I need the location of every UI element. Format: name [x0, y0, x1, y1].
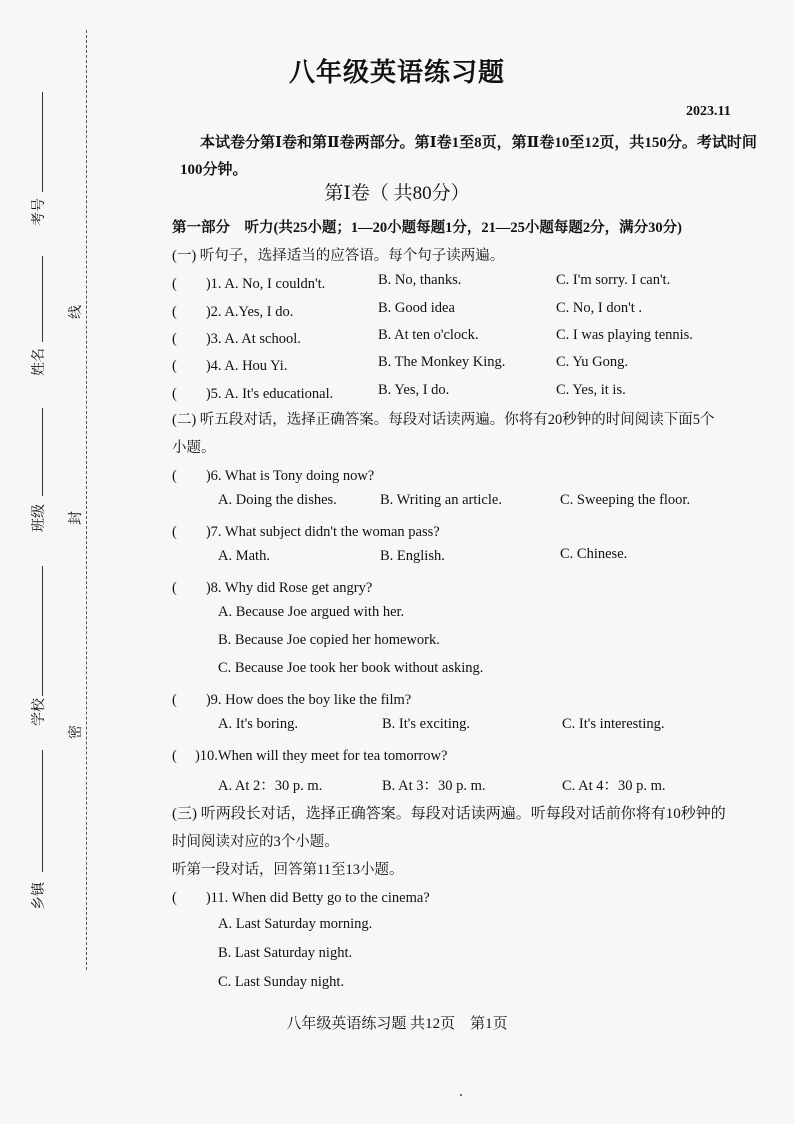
q8-option-c[interactable]: C. Because Joe took her book without asking.: [218, 660, 484, 676]
section1-instructions: (一) 听句子，选择适当的应答语。每个句子读两遍。: [172, 248, 505, 264]
q11-option-a[interactable]: A. Last Saturday morning.: [218, 916, 373, 932]
school-label: 学校: [32, 698, 47, 726]
name-field[interactable]: [42, 256, 43, 342]
exam-intro: 本试卷分第Ⅰ卷和第Ⅱ卷两部分。第Ⅰ卷1至8页，第Ⅱ卷10至12页，共150分。考试时间100分钟。: [180, 135, 757, 178]
class-label: 班级: [32, 504, 47, 532]
cut-mark-seal: 封: [69, 511, 84, 525]
q1-stem-option-a[interactable]: ( )1. A. No, I couldn't.: [172, 276, 326, 292]
q3-option-b[interactable]: B. At ten o'clock.: [378, 327, 479, 343]
q10-stem: ( )10.When will they meet for tea tomorrow?: [172, 748, 448, 764]
q3-option-c[interactable]: C. I was playing tennis.: [556, 327, 693, 343]
q5-option-c[interactable]: C. Yes, it is.: [556, 382, 626, 398]
q10-option-b[interactable]: B. At 3：30 p. m.: [382, 778, 486, 794]
township-label: 乡镇: [32, 882, 47, 910]
exam-number-field[interactable]: [42, 92, 43, 192]
volume-heading: 第Ⅰ卷（ 共80分）: [324, 183, 470, 204]
q10-option-c[interactable]: C. At 4：30 p. m.: [562, 778, 666, 794]
q8-stem: ( )8. Why did Rose get angry?: [172, 580, 373, 596]
q2-option-b[interactable]: B. Good idea: [378, 300, 455, 316]
q9-stem: ( )9. How does the boy like the film?: [172, 692, 412, 708]
q8-option-b[interactable]: B. Because Joe copied her homework.: [218, 632, 440, 648]
exam-date: 2023.11: [686, 104, 731, 119]
q9-option-b[interactable]: B. It's exciting.: [382, 716, 470, 732]
q1-option-b[interactable]: B. No, thanks.: [378, 272, 462, 288]
q9-option-a[interactable]: A. It's boring.: [218, 716, 298, 732]
section3-subheading: 听第一段对话，回答第11至13小题。: [172, 862, 404, 878]
q8-option-a[interactable]: A. Because Joe argued with her.: [218, 604, 405, 620]
section3-instructions: (三) 听两段长对话，选择正确答案。每段对话读两遍。听每段对话前你将有10秒钟的: [172, 806, 726, 822]
class-field[interactable]: [42, 408, 43, 496]
q3-stem-option-a[interactable]: ( )3. A. At school.: [172, 331, 301, 347]
q11-option-c[interactable]: C. Last Sunday night.: [218, 974, 345, 990]
section2-instructions: (二) 听五段对话，选择正确答案。每段对话读两遍。你将有20秒钟的时间阅读下面5个: [172, 412, 715, 428]
q7-option-a[interactable]: A. Math.: [218, 548, 270, 564]
q5-option-b[interactable]: B. Yes, I do.: [378, 382, 450, 398]
section3-instructions-cont: 时间阅读对应的3个小题。: [172, 834, 339, 850]
q6-option-c[interactable]: C. Sweeping the floor.: [560, 492, 691, 508]
q7-option-b[interactable]: B. English.: [380, 548, 445, 564]
exam-title: 八年级英语练习题: [288, 58, 505, 87]
q4-option-c[interactable]: C. Yu Gong.: [556, 354, 628, 370]
q6-stem: ( )6. What is Tony doing now?: [172, 468, 375, 484]
q9-option-c[interactable]: C. It's interesting.: [562, 716, 665, 732]
q7-stem: ( )7. What subject didn't the woman pass?: [172, 524, 440, 540]
exam-number-label: 考号: [32, 198, 47, 226]
q2-option-c[interactable]: C. No, I don't .: [556, 300, 642, 316]
q2-stem-option-a[interactable]: ( )2. A.Yes, I do.: [172, 304, 294, 320]
school-field[interactable]: [42, 566, 43, 696]
q5-stem-option-a[interactable]: ( )5. A. It's educational.: [172, 386, 334, 402]
cut-mark-line: 线: [69, 305, 84, 319]
township-field[interactable]: [42, 750, 43, 872]
page-footer: 八年级英语练习题 共12页 第1页: [286, 1016, 508, 1032]
binding-dashed-line: [86, 30, 87, 970]
cut-mark-secret: 密: [69, 725, 84, 739]
q6-option-b[interactable]: B. Writing an article.: [380, 492, 502, 508]
part1-heading: 第一部分 听力(共25小题；1—20小题每题1分，21—25小题每题2分，满分30分): [172, 220, 682, 236]
name-label: 姓名: [32, 348, 47, 376]
scan-speck: [460, 1094, 462, 1096]
q10-option-a[interactable]: A. At 2：30 p. m.: [218, 778, 323, 794]
q11-stem: ( )11. When did Betty go to the cinema?: [172, 890, 430, 906]
q4-option-b[interactable]: B. The Monkey King.: [378, 354, 506, 370]
q4-stem-option-a[interactable]: ( )4. A. Hou Yi.: [172, 358, 288, 374]
q11-option-b[interactable]: B. Last Saturday night.: [218, 945, 353, 961]
q7-option-c[interactable]: C. Chinese.: [560, 546, 628, 562]
q6-option-a[interactable]: A. Doing the dishes.: [218, 492, 337, 508]
q1-option-c[interactable]: C. I'm sorry. I can't.: [556, 272, 671, 288]
section2-instructions-cont: 小题。: [172, 440, 216, 456]
